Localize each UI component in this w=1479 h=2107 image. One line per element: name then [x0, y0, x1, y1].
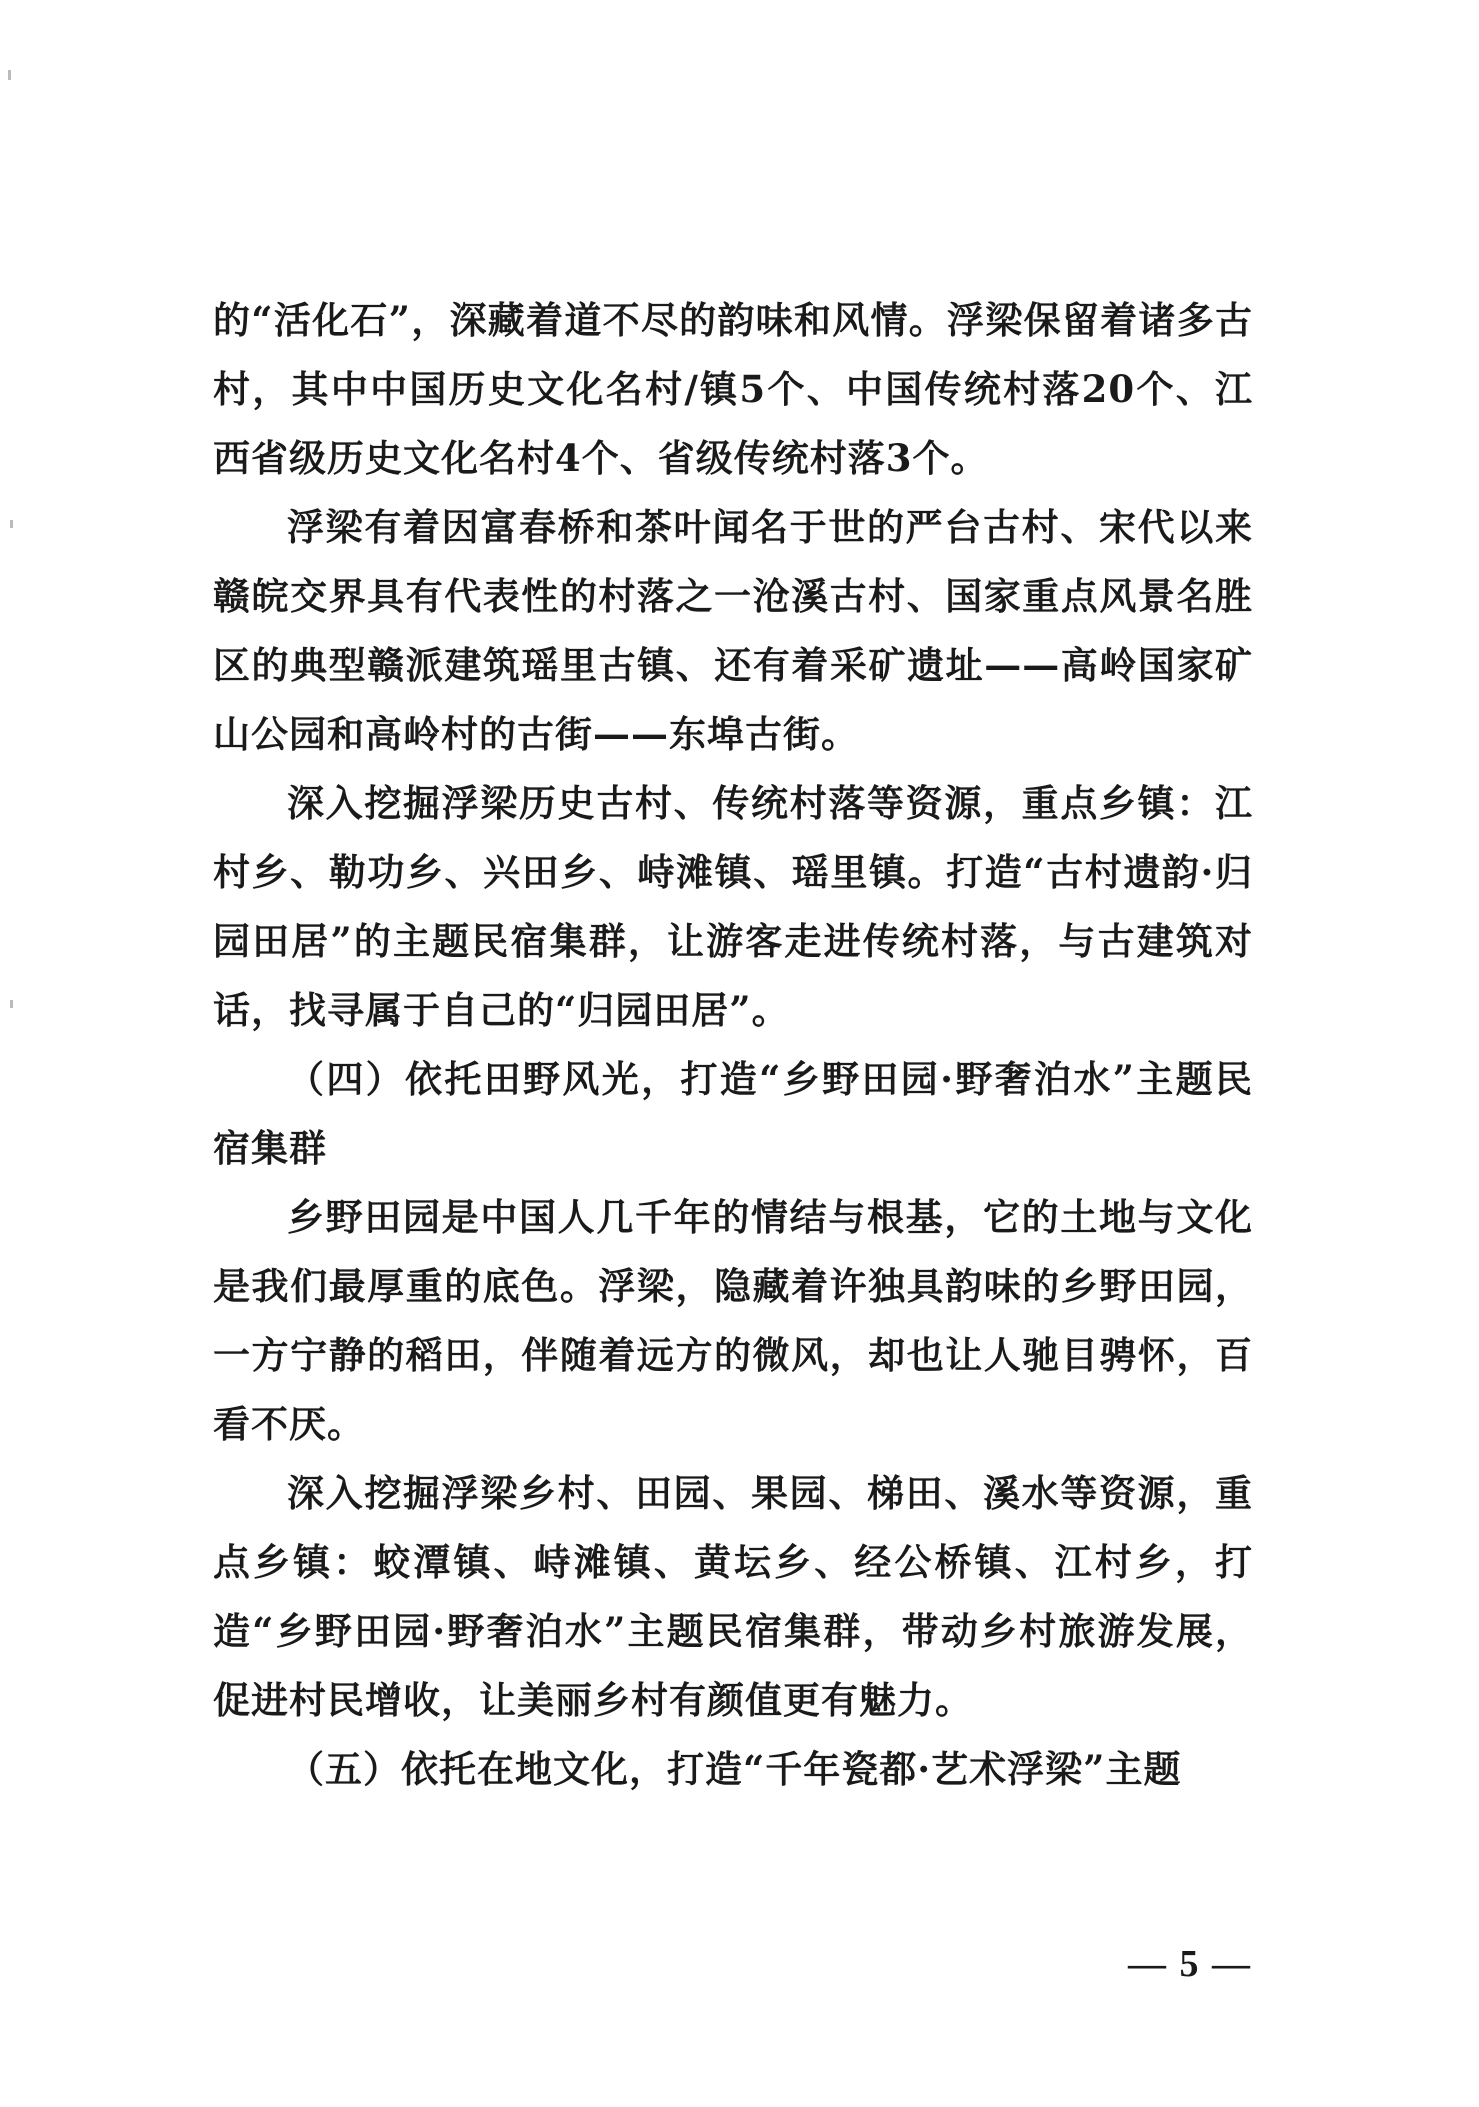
- section-heading-4: （四）依托田野风光，打造“乡野田园·野奢泊水”主题民宿集群: [213, 1057, 1253, 1170]
- section-heading-5: （五）依托在地文化，打造“千年瓷都·艺术浮梁”主题: [287, 1747, 1182, 1791]
- paragraph-3: 深入挖掘浮梁历史古村、传统村落等资源，重点乡镇：江村乡、勒功乡、兴田乡、峙滩镇、瑶里镇。打造“古村遗韵·归园田居”的主题民宿集群，让游客走进传统村落，与古建筑对话，找寻属于自己的“归园田居”。: [213, 781, 1253, 1032]
- paragraph-6: 深入挖掘浮梁乡村、田园、果园、梯田、溪水等资源，重点乡镇：蛟潭镇、峙滩镇、黄坛乡、经公桥镇、江村乡，打造“乡野田园·野奢泊水”主题民宿集群，带动乡村旅游发展，促进村民增收，让美丽乡村有颜值更有魅力。: [213, 1471, 1253, 1722]
- scan-mark: [8, 70, 11, 80]
- paragraph-5: 乡野田园是中国人几千年的情结与根基，它的土地与文化是我们最厚重的底色。浮梁，隐藏着许独具韵味的乡野田园，一方宁静的稻田，伴随着远方的微风，却也让人驰目骋怀，百看不厌。: [213, 1195, 1253, 1446]
- scan-mark: [10, 1000, 13, 1008]
- page-number: — 5 —: [1128, 1943, 1252, 1985]
- document-body: [213, 286, 1253, 1804]
- paragraph-2: 浮梁有着因富春桥和茶叶闻名于世的严台古村、宋代以来赣皖交界具有代表性的村落之一沧溪古村、国家重点风景名胜区的典型赣派建筑瑶里古镇、还有着采矿遗址——高岭国家矿山公园和高岭村的古街——东埠古街。: [213, 505, 1253, 756]
- paragraph-1: 的“活化石”，深藏着道不尽的韵味和风情。浮梁保留着诸多古村，其中中国历史文化名村/镇5个、中国传统村落20个、江西省级历史文化名村4个、省级传统村落3个。: [213, 298, 1253, 480]
- scan-mark: [10, 520, 13, 528]
